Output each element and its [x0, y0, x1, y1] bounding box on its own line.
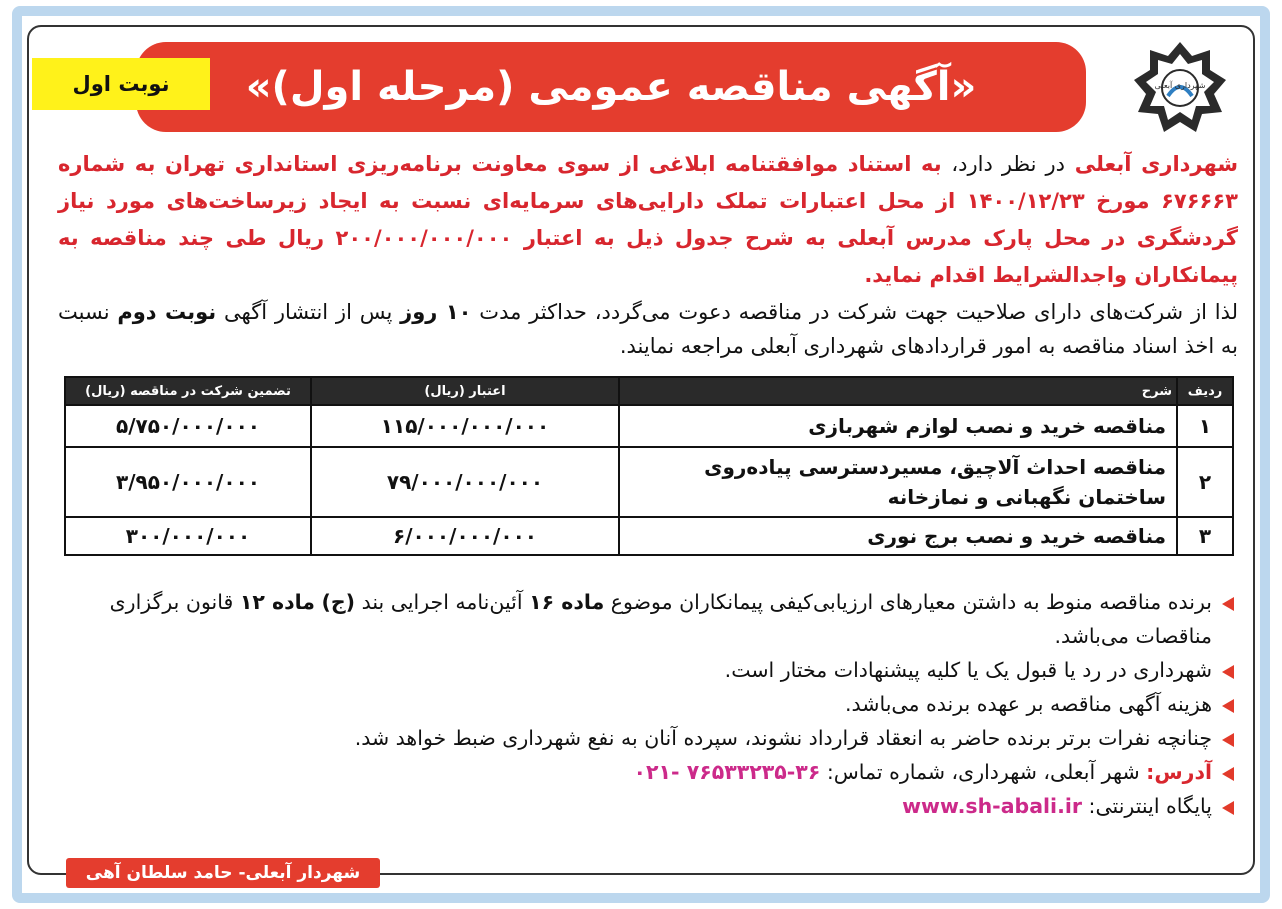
invite-days: ۱۰ روز — [400, 300, 472, 324]
condition-4-text: چنانچه نفرات برتر برنده حاضر به انعقاد قرارداد نشوند، سپرده آنان به نفع شهرداری ضبط خواهد شد. — [354, 726, 1212, 750]
condition-item — [58, 721, 1238, 755]
row-number: ۱ — [1177, 405, 1233, 447]
intro-paragraph — [58, 146, 1238, 294]
bullet-arrow-icon — [1222, 597, 1234, 611]
row-description: مناقصه خرید و نصب برج نوری — [619, 517, 1177, 555]
header-row-number: ردیف — [1177, 377, 1233, 405]
row-credit: ۷۹/۰۰۰/۰۰۰/۰۰۰ — [311, 447, 619, 517]
intro-body: به استناد موافقتنامه ابلاغی از سوی معاونت برنامه‌ریزی استانداری تهران به شماره ۶۷۶۶۶۳ مورخ ۱۴۰۰/۱۲/۲۳ از محل اعتبارات تملک دارایی‌های سرمایه‌ای نسبت به ایجاد زیرساخت‌های مورد نیاز گردشگری در محل پارک مدرس آبعلی به شرح جدول ذیل به اعتبار ۲۰۰/۰۰۰/۰۰۰/۰۰۰ ریال طی چند مناقصه به پیمانکاران واجدالشرایط اقدام نماید. — [58, 152, 1238, 287]
table-row — [65, 517, 1233, 555]
row-bond: ۳۰۰/۰۰۰/۰۰۰ — [65, 517, 311, 555]
condition-1-clause: (ج) — [321, 590, 356, 614]
website-link[interactable]: www.sh-abali.ir — [902, 794, 1083, 818]
condition-2-text: شهرداری در رد یا قبول یک یا کلیه پیشنهادات مختار است. — [724, 658, 1212, 682]
tender-table — [64, 376, 1234, 556]
table-row — [65, 447, 1233, 517]
condition-1-text: برنده مناقصه منوط به داشتن معیارهای ارزیابی‌کیفی پیمانکاران موضوع — [610, 590, 1212, 614]
row-number: ۲ — [1177, 447, 1233, 517]
condition-item — [58, 585, 1238, 653]
bullet-arrow-icon — [1222, 699, 1234, 713]
row-bond: ۳/۹۵۰/۰۰۰/۰۰۰ — [65, 447, 311, 517]
municipality-logo-icon — [1130, 38, 1230, 138]
table-header-row — [65, 377, 1233, 405]
condition-item — [58, 653, 1238, 687]
website-label: پایگاه اینترنتی: — [1088, 794, 1212, 818]
row-description: مناقصه احداث آلاچیق، مسیردسترسی پیاده‌روی ساختمان نگهبانی و نمازخانه — [619, 447, 1177, 517]
phone-number[interactable]: ۰۲۱- ۷۶۵۳۳۲۳۵-۳۶ — [633, 760, 821, 784]
header-credit: اعتبار (ریال) — [311, 377, 619, 405]
address-item — [58, 755, 1238, 789]
invite-part1: لذا از شرکت‌های دارای صلاحیت جهت شرکت در مناقصه دعوت می‌گردد، حداکثر مدت — [479, 300, 1238, 324]
invite-part3: نسبت به اخذ اسناد مناقصه به امور قراردادهای شهرداری آبعلی مراجعه نمایند. — [58, 300, 1238, 358]
invite-part2: پس از انتشار آگهی — [224, 300, 393, 324]
invite-round: نوبت دوم — [117, 300, 217, 324]
row-credit: ۶/۰۰۰/۰۰۰/۰۰۰ — [311, 517, 619, 555]
round-badge: نوبت اول — [32, 58, 210, 110]
condition-1-text-3: قانون برگزاری مناقصات می‌باشد. — [109, 590, 1212, 648]
bullet-arrow-icon — [1222, 801, 1234, 815]
condition-1-article12: ماده ۱۲ — [239, 590, 315, 614]
condition-3-text: هزینه آگهی مناقصه بر عهده برنده می‌باشد. — [845, 692, 1212, 716]
bullet-arrow-icon — [1222, 767, 1234, 781]
condition-1-article16: ماده ۱۶ — [529, 590, 605, 614]
page-title: «آگهی مناقصه عمومی (مرحله اول)» — [136, 42, 1086, 132]
address-label: آدرس: — [1146, 760, 1212, 784]
header-bond: تضمین شرکت در مناقصه (ریال) — [65, 377, 311, 405]
row-credit: ۱۱۵/۰۰۰/۰۰۰/۰۰۰ — [311, 405, 619, 447]
conditions-list — [58, 585, 1238, 823]
condition-item — [58, 687, 1238, 721]
row-bond: ۵/۷۵۰/۰۰۰/۰۰۰ — [65, 405, 311, 447]
table-row — [65, 405, 1233, 447]
condition-1-text-2: آئین‌نامه اجرایی بند — [361, 590, 523, 614]
row-description: مناقصه خرید و نصب لوازم شهربازی — [619, 405, 1177, 447]
org-name: شهرداری آبعلی — [1074, 152, 1239, 176]
website-item — [58, 789, 1238, 823]
bullet-arrow-icon — [1222, 665, 1234, 679]
signature-badge: شهردار آبعلی- حامد سلطان آهی — [66, 858, 380, 888]
row-number: ۳ — [1177, 517, 1233, 555]
bullet-arrow-icon — [1222, 733, 1234, 747]
header-description: شرح — [619, 377, 1177, 405]
logo-text: شهرداری آبعلی — [1154, 81, 1206, 90]
invitation-paragraph — [58, 295, 1238, 363]
intro-in-mind: در نظر دارد، — [951, 152, 1066, 176]
address-text: شهر آبعلی، شهرداری، شماره تماس: — [826, 760, 1140, 784]
